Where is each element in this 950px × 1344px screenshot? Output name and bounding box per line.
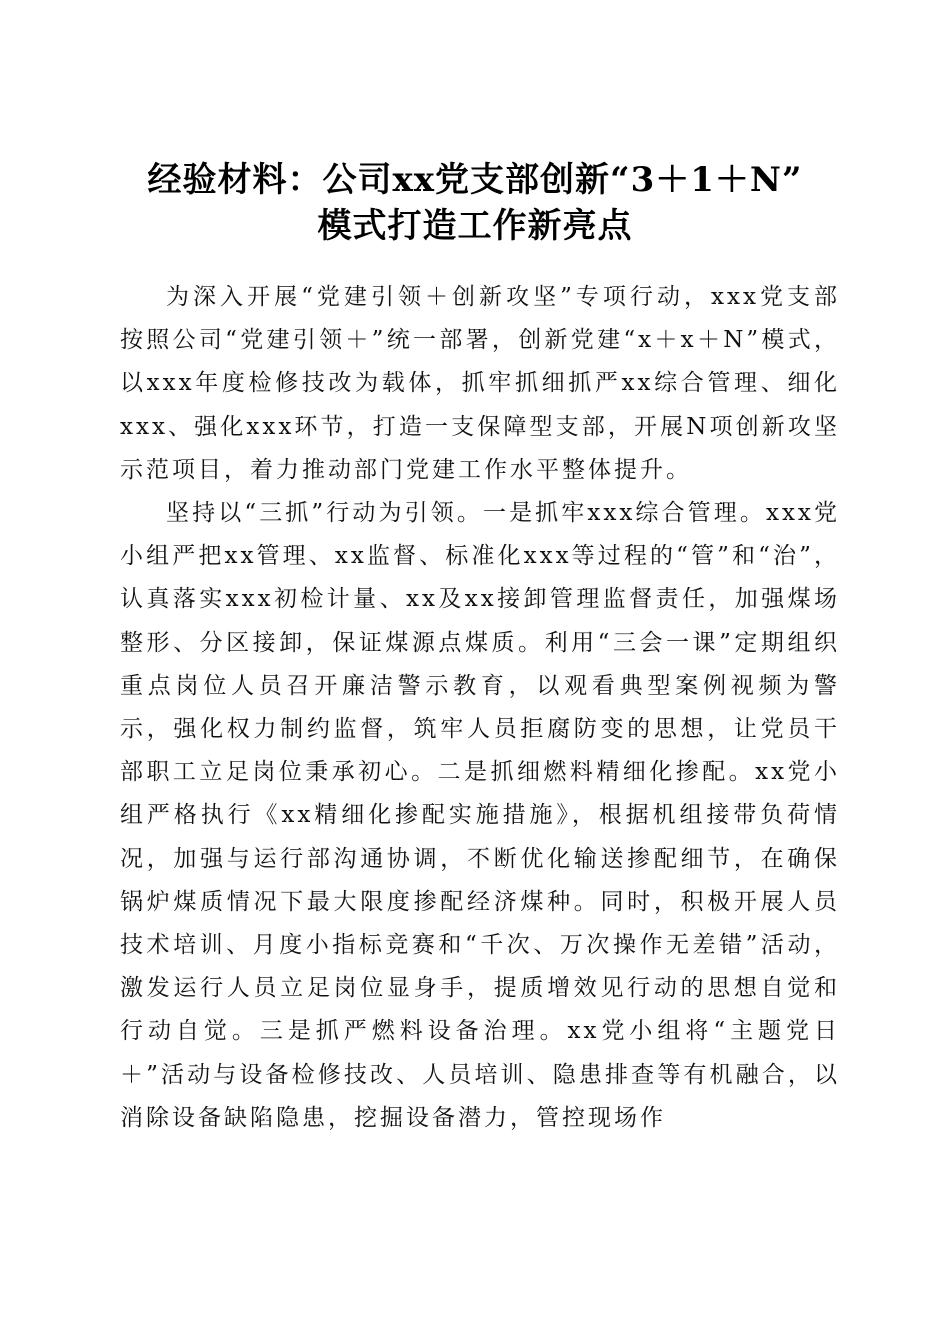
paragraph-intro: 为深入开展“党建引领＋创新攻坚”专项行动，xxx党支部按照公司“党建引领＋”统一部署，创新党建“x＋x＋N”模式，以xxx年度检修技改为载体，抓牢抓细抓严xx综合管理、细化xxx、强化xxx环节，打造一支保障型支部，开展N项创新攻坚示范项目，着力推动部门党建工作水平整体提升。 [120, 284, 840, 483]
title-line-1: 经验材料：公司xx党支部创新“3＋1＋N” [147, 159, 803, 200]
title-line-2: 模式打造工作新亮点 [317, 205, 633, 246]
document-title [60, 157, 890, 249]
paragraph-three-grasps: 坚持以“三抓”行动为引领。一是抓牢xxx综合管理。xxx党小组严把xx管理、xx监督、标准化xxx等过程的“管”和“治”，认真落实xxx初检计量、xx及xx接卸管理监督责任，加强煤场整形、分区接卸，保证煤源点煤质。利用“三会一课”定期组织重点岗位人员召开廉洁警示教育，以观看典型案例视频为警示，强化权力制约监督，筑牢人员拒腐防变的思想，让党员干部职工立足岗位秉承初心。二是抓细燃料精细化掺配。xx党小组严格执行《xx精细化掺配实施措施》，根据机组接带负荷情况，加强与运行部沟通协调，不断优化输送掺配细节，在确保锅炉煤质情况下最大限度掺配经济煤种。同时，积极开展人员技术培训、月度小指标竞赛和“千次、万次操作无差错”活动，激发运行人员立足岗位显身手，提质增效见行动的思想自觉和行动自觉。三是抓严燃料设备治理。xx党小组将“主题党日＋”活动与设备检修技改、人员培训、隐患排查等有机融合，以消除设备缺陷隐患，挖掘设备潜力，管控现场作 [120, 500, 840, 1131]
document-body [120, 276, 840, 1140]
